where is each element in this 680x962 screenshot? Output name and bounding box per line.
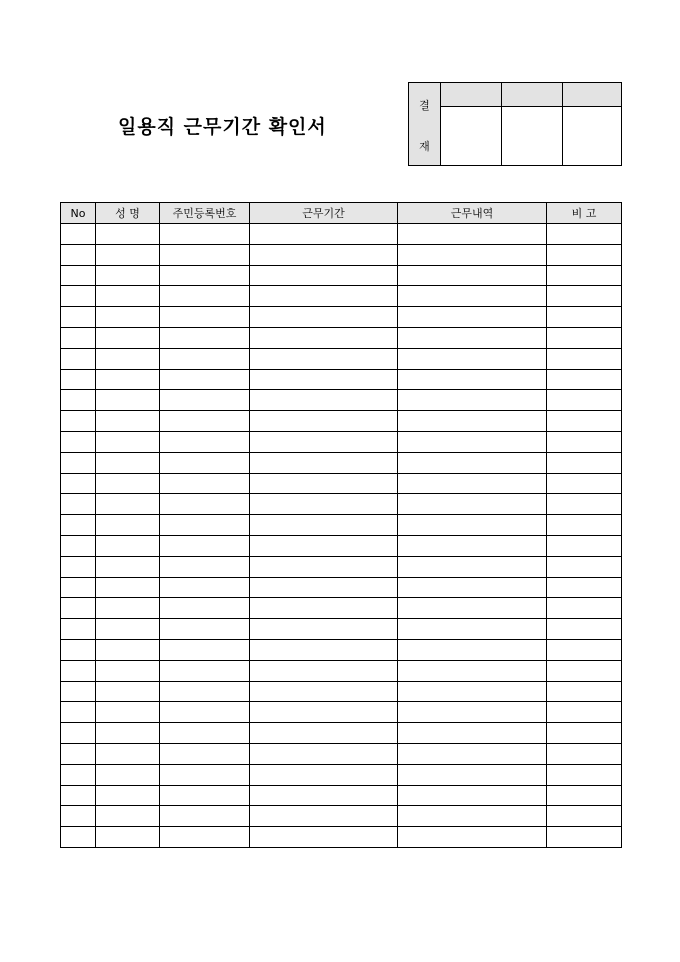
cell-no[interactable] <box>61 265 96 286</box>
cell-work-period[interactable] <box>250 265 398 286</box>
table-row <box>61 598 622 619</box>
table-row <box>61 244 622 265</box>
cell-no[interactable] <box>61 619 96 640</box>
cell-resident-number[interactable] <box>160 743 250 764</box>
cell-work-details[interactable] <box>398 827 547 848</box>
cell-no[interactable] <box>61 431 96 452</box>
cell-resident-number[interactable] <box>160 681 250 702</box>
cell-resident-number[interactable] <box>160 390 250 411</box>
cell-no[interactable] <box>61 806 96 827</box>
cell-name[interactable] <box>96 556 160 577</box>
cell-work-period[interactable] <box>250 515 398 536</box>
cell-name[interactable] <box>96 390 160 411</box>
cell-remarks[interactable] <box>547 827 622 848</box>
cell-no[interactable] <box>61 598 96 619</box>
cell-name[interactable] <box>96 764 160 785</box>
cell-name[interactable] <box>96 619 160 640</box>
cell-work-details[interactable] <box>398 764 547 785</box>
approval-label-top: 결 <box>419 99 430 112</box>
cell-work-details[interactable] <box>398 660 547 681</box>
cell-work-details[interactable] <box>398 244 547 265</box>
table-row <box>61 307 622 328</box>
table-row <box>61 473 622 494</box>
cell-no[interactable] <box>61 515 96 536</box>
cell-work-details[interactable] <box>398 515 547 536</box>
cell-resident-number[interactable] <box>160 327 250 348</box>
cell-work-details[interactable] <box>398 348 547 369</box>
cell-resident-number[interactable] <box>160 535 250 556</box>
table-row <box>61 764 622 785</box>
table-row <box>61 452 622 473</box>
cell-remarks[interactable] <box>547 723 622 744</box>
cell-work-period[interactable] <box>250 224 398 245</box>
table-row <box>61 785 622 806</box>
cell-work-period[interactable] <box>250 390 398 411</box>
table-row <box>61 265 622 286</box>
cell-work-period[interactable] <box>250 494 398 515</box>
cell-no[interactable] <box>61 577 96 598</box>
cell-resident-number[interactable] <box>160 411 250 432</box>
cell-name[interactable] <box>96 827 160 848</box>
cell-work-details[interactable] <box>398 598 547 619</box>
cell-no[interactable] <box>61 473 96 494</box>
cell-resident-number[interactable] <box>160 473 250 494</box>
table-row <box>61 639 622 660</box>
cell-remarks[interactable] <box>547 619 622 640</box>
cell-remarks[interactable] <box>547 369 622 390</box>
cell-resident-number[interactable] <box>160 619 250 640</box>
approval-label <box>409 83 441 165</box>
table-row <box>61 286 622 307</box>
cell-remarks[interactable] <box>547 307 622 328</box>
cell-work-period[interactable] <box>250 806 398 827</box>
cell-name[interactable] <box>96 452 160 473</box>
table-row <box>61 535 622 556</box>
table-row <box>61 431 622 452</box>
cell-work-details[interactable] <box>398 286 547 307</box>
cell-work-details[interactable] <box>398 723 547 744</box>
cell-name[interactable] <box>96 577 160 598</box>
cell-name[interactable] <box>96 473 160 494</box>
cell-remarks[interactable] <box>547 411 622 432</box>
approval-column <box>502 83 563 165</box>
approval-box <box>408 82 622 166</box>
cell-work-details[interactable] <box>398 806 547 827</box>
cell-name[interactable] <box>96 806 160 827</box>
cell-work-period[interactable] <box>250 535 398 556</box>
cell-resident-number[interactable] <box>160 785 250 806</box>
cell-remarks[interactable] <box>547 473 622 494</box>
cell-work-period[interactable] <box>250 723 398 744</box>
cell-resident-number[interactable] <box>160 702 250 723</box>
document-title: 일용직 근무기간 확인서 <box>118 116 327 138</box>
cell-resident-number[interactable] <box>160 369 250 390</box>
cell-work-period[interactable] <box>250 452 398 473</box>
cell-no[interactable] <box>61 411 96 432</box>
cell-name[interactable] <box>96 515 160 536</box>
cell-work-period[interactable] <box>250 348 398 369</box>
cell-remarks[interactable] <box>547 348 622 369</box>
cell-resident-number[interactable] <box>160 639 250 660</box>
approval-label-bottom: 재 <box>419 140 430 153</box>
cell-remarks[interactable] <box>547 431 622 452</box>
cell-work-period[interactable] <box>250 473 398 494</box>
approval-column-head <box>563 83 621 107</box>
cell-work-period[interactable] <box>250 785 398 806</box>
cell-resident-number[interactable] <box>160 431 250 452</box>
cell-resident-number[interactable] <box>160 764 250 785</box>
cell-name[interactable] <box>96 660 160 681</box>
cell-no[interactable] <box>61 452 96 473</box>
cell-remarks[interactable] <box>547 244 622 265</box>
cell-no[interactable] <box>61 327 96 348</box>
signature-cell[interactable] <box>502 107 562 165</box>
cell-no[interactable] <box>61 827 96 848</box>
cell-name[interactable] <box>96 224 160 245</box>
table-row <box>61 390 622 411</box>
cell-remarks[interactable] <box>547 806 622 827</box>
cell-work-details[interactable] <box>398 494 547 515</box>
cell-no[interactable] <box>61 224 96 245</box>
table-header-row <box>61 203 622 224</box>
cell-no[interactable] <box>61 764 96 785</box>
table-row <box>61 619 622 640</box>
cell-name[interactable] <box>96 307 160 328</box>
cell-name[interactable] <box>96 244 160 265</box>
cell-remarks[interactable] <box>547 785 622 806</box>
cell-work-period[interactable] <box>250 369 398 390</box>
cell-work-details[interactable] <box>398 556 547 577</box>
cell-name[interactable] <box>96 494 160 515</box>
cell-resident-number[interactable] <box>160 577 250 598</box>
cell-work-details[interactable] <box>398 639 547 660</box>
cell-name[interactable] <box>96 411 160 432</box>
cell-remarks[interactable] <box>547 390 622 411</box>
cell-no[interactable] <box>61 348 96 369</box>
cell-name[interactable] <box>96 743 160 764</box>
cell-work-period[interactable] <box>250 244 398 265</box>
cell-name[interactable] <box>96 723 160 744</box>
table-row <box>61 411 622 432</box>
cell-work-period[interactable] <box>250 327 398 348</box>
cell-work-period[interactable] <box>250 660 398 681</box>
cell-remarks[interactable] <box>547 515 622 536</box>
table-row <box>61 681 622 702</box>
header-work-details: 근무내역 <box>398 203 547 224</box>
cell-work-details[interactable] <box>398 577 547 598</box>
cell-resident-number[interactable] <box>160 723 250 744</box>
table-body <box>61 224 622 848</box>
cell-no[interactable] <box>61 494 96 515</box>
table-row <box>61 327 622 348</box>
header-name: 성 명 <box>96 203 160 224</box>
cell-no[interactable] <box>61 702 96 723</box>
cell-work-details[interactable] <box>398 619 547 640</box>
approval-column <box>563 83 621 165</box>
cell-resident-number[interactable] <box>160 244 250 265</box>
cell-remarks[interactable] <box>547 286 622 307</box>
cell-no[interactable] <box>61 723 96 744</box>
cell-resident-number[interactable] <box>160 286 250 307</box>
cell-no[interactable] <box>61 244 96 265</box>
header-remarks: 비 고 <box>547 203 622 224</box>
cell-name[interactable] <box>96 702 160 723</box>
cell-remarks[interactable] <box>547 639 622 660</box>
header-work-period: 근무기간 <box>250 203 398 224</box>
cell-work-details[interactable] <box>398 681 547 702</box>
cell-work-period[interactable] <box>250 577 398 598</box>
cell-name[interactable] <box>96 598 160 619</box>
cell-resident-number[interactable] <box>160 515 250 536</box>
cell-remarks[interactable] <box>547 494 622 515</box>
cell-remarks[interactable] <box>547 327 622 348</box>
cell-resident-number[interactable] <box>160 494 250 515</box>
cell-name[interactable] <box>96 535 160 556</box>
cell-work-period[interactable] <box>250 556 398 577</box>
cell-work-details[interactable] <box>398 743 547 764</box>
cell-no[interactable] <box>61 785 96 806</box>
cell-no[interactable] <box>61 639 96 660</box>
table-row <box>61 723 622 744</box>
table-row <box>61 556 622 577</box>
cell-work-details[interactable] <box>398 307 547 328</box>
cell-remarks[interactable] <box>547 660 622 681</box>
cell-remarks[interactable] <box>547 598 622 619</box>
cell-work-period[interactable] <box>250 702 398 723</box>
cell-work-details[interactable] <box>398 702 547 723</box>
cell-no[interactable] <box>61 743 96 764</box>
cell-work-details[interactable] <box>398 431 547 452</box>
cell-work-period[interactable] <box>250 764 398 785</box>
table-row <box>61 577 622 598</box>
cell-resident-number[interactable] <box>160 598 250 619</box>
cell-resident-number[interactable] <box>160 307 250 328</box>
cell-no[interactable] <box>61 556 96 577</box>
cell-no[interactable] <box>61 307 96 328</box>
cell-resident-number[interactable] <box>160 452 250 473</box>
cell-remarks[interactable] <box>547 224 622 245</box>
cell-resident-number[interactable] <box>160 827 250 848</box>
cell-remarks[interactable] <box>547 681 622 702</box>
cell-work-details[interactable] <box>398 473 547 494</box>
cell-remarks[interactable] <box>547 577 622 598</box>
cell-remarks[interactable] <box>547 556 622 577</box>
table-row <box>61 348 622 369</box>
work-period-table <box>60 202 622 848</box>
cell-work-details[interactable] <box>398 265 547 286</box>
cell-no[interactable] <box>61 660 96 681</box>
cell-no[interactable] <box>61 369 96 390</box>
cell-name[interactable] <box>96 286 160 307</box>
cell-remarks[interactable] <box>547 535 622 556</box>
table-row <box>61 224 622 245</box>
cell-name[interactable] <box>96 327 160 348</box>
cell-work-period[interactable] <box>250 681 398 702</box>
approval-column <box>441 83 502 165</box>
cell-work-period[interactable] <box>250 743 398 764</box>
signature-cell[interactable] <box>441 107 501 165</box>
cell-name[interactable] <box>96 348 160 369</box>
cell-remarks[interactable] <box>547 265 622 286</box>
cell-remarks[interactable] <box>547 764 622 785</box>
cell-name[interactable] <box>96 431 160 452</box>
cell-name[interactable] <box>96 369 160 390</box>
header-resident-number: 주민등록번호 <box>160 203 250 224</box>
cell-work-details[interactable] <box>398 411 547 432</box>
cell-work-period[interactable] <box>250 286 398 307</box>
cell-work-details[interactable] <box>398 224 547 245</box>
cell-work-period[interactable] <box>250 619 398 640</box>
cell-work-details[interactable] <box>398 785 547 806</box>
table-row <box>61 806 622 827</box>
cell-name[interactable] <box>96 639 160 660</box>
table-row <box>61 827 622 848</box>
cell-work-period[interactable] <box>250 598 398 619</box>
cell-work-details[interactable] <box>398 452 547 473</box>
table-row <box>61 515 622 536</box>
table-row <box>61 743 622 764</box>
table-row <box>61 660 622 681</box>
cell-name[interactable] <box>96 785 160 806</box>
cell-work-details[interactable] <box>398 327 547 348</box>
cell-resident-number[interactable] <box>160 556 250 577</box>
cell-no[interactable] <box>61 535 96 556</box>
cell-work-period[interactable] <box>250 827 398 848</box>
cell-work-period[interactable] <box>250 411 398 432</box>
cell-no[interactable] <box>61 286 96 307</box>
table-row <box>61 494 622 515</box>
cell-work-period[interactable] <box>250 639 398 660</box>
cell-work-period[interactable] <box>250 307 398 328</box>
cell-remarks[interactable] <box>547 743 622 764</box>
cell-work-details[interactable] <box>398 390 547 411</box>
cell-resident-number[interactable] <box>160 660 250 681</box>
cell-resident-number[interactable] <box>160 224 250 245</box>
header-no: No <box>61 203 96 224</box>
cell-resident-number[interactable] <box>160 806 250 827</box>
cell-no[interactable] <box>61 390 96 411</box>
cell-no[interactable] <box>61 681 96 702</box>
table-row <box>61 369 622 390</box>
approval-column-head <box>502 83 562 107</box>
cell-work-period[interactable] <box>250 431 398 452</box>
signature-cell[interactable] <box>563 107 621 165</box>
table-row <box>61 702 622 723</box>
cell-remarks[interactable] <box>547 452 622 473</box>
cell-resident-number[interactable] <box>160 348 250 369</box>
cell-name[interactable] <box>96 681 160 702</box>
cell-work-details[interactable] <box>398 369 547 390</box>
cell-remarks[interactable] <box>547 702 622 723</box>
cell-work-details[interactable] <box>398 535 547 556</box>
approval-column-head <box>441 83 501 107</box>
cell-name[interactable] <box>96 265 160 286</box>
cell-resident-number[interactable] <box>160 265 250 286</box>
